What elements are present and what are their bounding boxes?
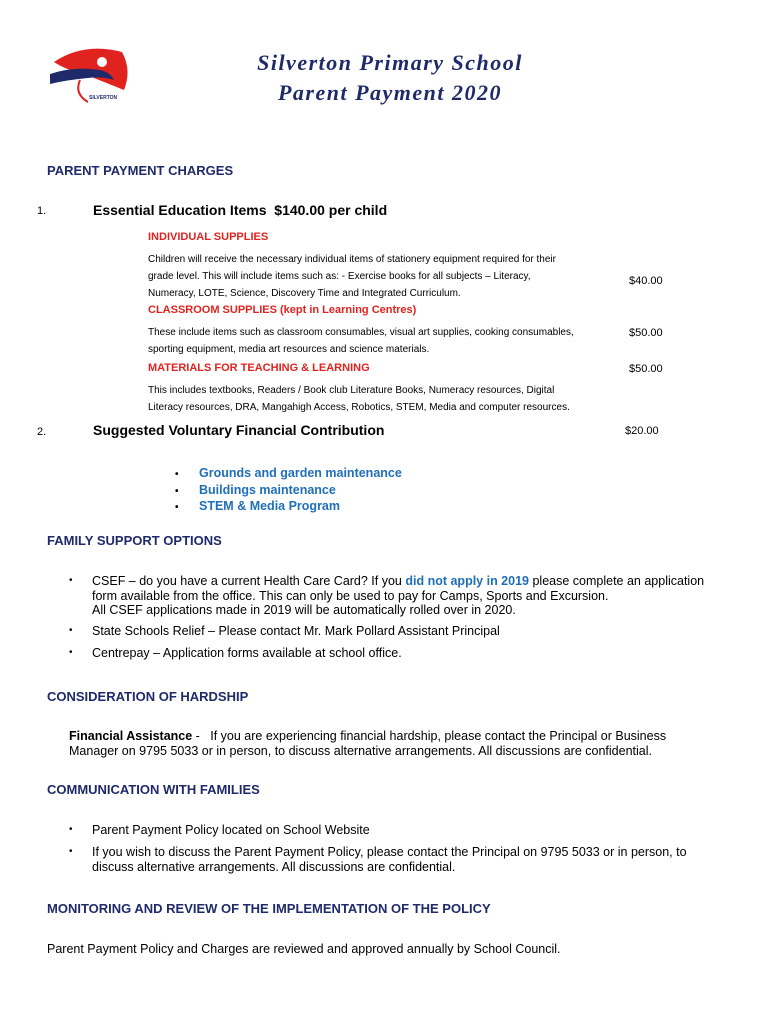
monitoring-text: Parent Payment Policy and Charges are reviewed and approved annually by School Council. [47,942,561,956]
item-number: 1. [37,205,47,217]
text-line: This includes textbooks, Readers / Book club Literature Books, Numeracy resources, Digital [148,385,555,396]
csef-item: CSEF – do you have a current Health Care Card? If you did not apply in 2019 please complete an application form available from the office. This can only be used to pay for Camps, Sports and Excursion. All CSEF applications made in 2019 will be automatically rolled over in 2020. [92,574,705,617]
text-line: Children will receive the necessary individual items of stationery equipment required for their [148,254,556,265]
page-subtitle: Parent Payment 2020 [277,80,503,105]
csef-highlight: did not apply in 2019 [405,574,529,588]
list-item: • Buildings maintenance [175,482,336,497]
classroom-amount: $50.00 [629,327,663,339]
bullet: • [69,824,73,835]
materials-amount: $50.00 [629,363,663,375]
contribution-amount: $20.00 [625,425,659,437]
charges-heading: PARENT PAYMENT CHARGES [47,163,234,178]
ssr-item: State Schools Relief – Please contact Mr. Mark Pollard Assistant Principal [92,624,500,638]
text-line: Numeracy, LOTE, Science, Discovery Time and Integrated Curriculum. [148,288,461,299]
text-line: grade level. This will include items such as: - Exercise books for all subjects – Literacy, [148,271,531,282]
item-price: $140.00 per child [274,202,388,218]
individual-amount: $40.00 [629,275,663,287]
item-number: 2. [37,426,47,438]
bullet: • [69,625,73,636]
bullet: • [69,647,73,658]
bullet: • [69,846,73,857]
bullet: • [69,575,73,586]
discuss-policy-item: If you wish to discuss the Parent Payment Policy, please contact the Principal on 9795 5033 or in person, to discuss alternative arrangements. All discussions are confidential. [92,845,687,874]
page-title: Silverton Primary School [257,50,523,75]
financial-assistance-label: Financial Assistance [69,729,193,743]
materials-text [148,382,618,416]
hardship-heading: CONSIDERATION OF HARDSHIP [47,689,249,704]
policy-website-item: Parent Payment Policy located on School Website [92,823,370,837]
item-title [93,202,387,218]
monitoring-heading: MONITORING AND REVIEW OF THE IMPLEMENTATION OF THE POLICY [47,901,491,916]
logo-text: SILVERTON [89,95,118,101]
centrepay-item: Centrepay – Application forms available at school office. [92,646,402,660]
text-line: Literacy resources, DRA, Mangahigh Access, Robotics, STEM, Media and computer resources. [148,402,570,413]
item-title-text: Essential Education Items [93,202,267,218]
school-logo [44,40,130,110]
text-line: These include items such as classroom consumables, visual art supplies, cooking consumables, [148,327,574,338]
item-title: Suggested Voluntary Financial Contribution [93,422,385,438]
hardship-text: Financial Assistance - If you are experiencing financial hardship, please contact the Principal or Business Manager on 9795 5033 or in person, to discuss alternative arrangements. All discussions are confidential. [69,729,667,758]
contribution-list [175,466,402,516]
family-heading: FAMILY SUPPORT OPTIONS [47,533,222,548]
individual-supplies-label: INDIVIDUAL SUPPLIES [148,231,269,243]
communication-heading: COMMUNICATION WITH FAMILIES [47,782,260,797]
text-line: sporting equipment, media art resources and science materials. [148,344,430,355]
list-item: • Grounds and garden maintenance [175,466,402,480]
materials-label: MATERIALS FOR TEACHING & LEARNING [148,362,370,374]
classroom-supplies-text [148,324,608,358]
individual-supplies-text [148,251,608,302]
classroom-supplies-label: CLASSROOM SUPPLIES (kept in Learning Centres) [148,304,417,316]
list-item: • STEM & Media Program [175,499,340,513]
